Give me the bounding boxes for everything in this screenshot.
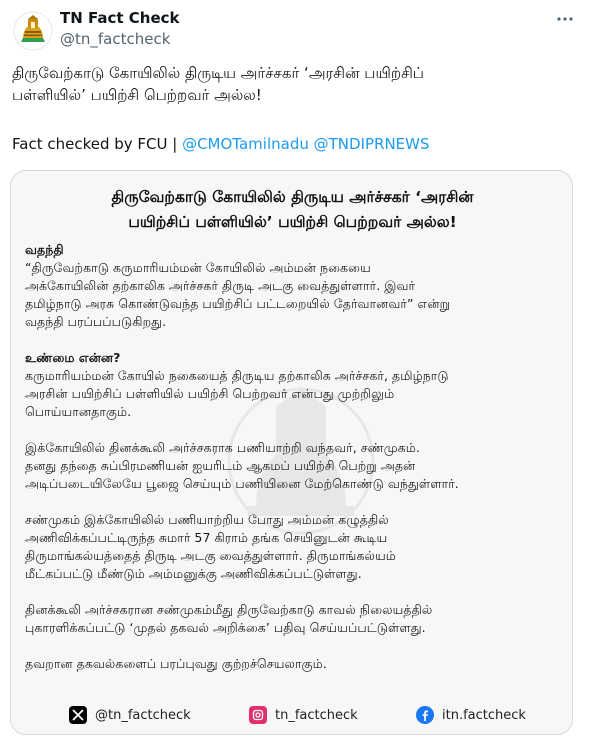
x-handle-link[interactable] bbox=[69, 706, 191, 724]
truth-line: இக்கோயிலில் தினக்கூலி அர்ச்சகராக பணியாற்றி வந்தவர், சண்முகம். bbox=[25, 440, 420, 455]
truth-line: சண்முகம் இக்கோயிலில் பணியாற்றிய போது அம்மன் கழுத்தில் bbox=[25, 512, 389, 527]
truth-line: தினக்கூலி அர்ச்சகரான சண்முகம்மீது திருவேற்காடு காவல் நிலையத்தில் bbox=[25, 602, 433, 617]
fact-check-prefix: Fact checked by FCU | bbox=[12, 135, 183, 153]
author-name[interactable]: TN Fact Check bbox=[60, 9, 180, 27]
card-title bbox=[11, 185, 573, 235]
truth-line: அரசின் பயிற்சிப் பள்ளியில் பயிற்சி பெற்றவர் என்பது முற்றிலும் bbox=[25, 386, 395, 401]
truth-line: பொய்யானதாகும். bbox=[25, 404, 132, 419]
truth-line: அணிவிக்கப்பட்டிருந்த சுமார் 57 கிராம் தங்க செயினுடன் கூடிய bbox=[25, 530, 388, 545]
x-handle: @tn_factcheck bbox=[95, 707, 191, 723]
facebook-icon bbox=[416, 706, 434, 724]
truth-line: கருமாரியம்மன் கோயில் நகையைத் திருடிய தற்காலிக அர்ச்சகர், தமிழ்நாடு bbox=[25, 368, 449, 383]
post-text-line: திருவேற்காடு கோயிலில் திருடிய அர்ச்சகர் ‘அரசின் பயிற்சிப் bbox=[12, 64, 424, 82]
instagram-handle: tn_factcheck bbox=[275, 707, 358, 723]
post-header bbox=[0, 0, 600, 60]
card-footer bbox=[11, 698, 573, 734]
truth-heading: உண்மை என்ன? bbox=[25, 350, 121, 365]
truth-line: திருமாங்கல்யத்தைத் திருடி அடகு வைத்துள்ளார். திருமாங்கல்யம் bbox=[25, 548, 396, 563]
x-logo-icon bbox=[69, 706, 87, 724]
card-title-line: பயிற்சிப் பள்ளியில்’ பயிற்சி பெற்றவர் அல்ல! bbox=[128, 213, 457, 231]
instagram-icon bbox=[249, 706, 267, 724]
rumor-line: தமிழ்நாடு அரசு கொண்டுவந்த பயிற்சிப் பட்டறையில் தேர்வானவர்” என்று bbox=[25, 296, 451, 311]
more-options-icon bbox=[556, 10, 574, 28]
rumor-line: அக்கோயிலின் தற்காலிக அர்ச்சகர் திருடி அடகு வைத்துள்ளார். இவர் bbox=[25, 278, 416, 293]
truth-line: தனது தந்தை சுப்பிரமணியன் ஐயரிடம் ஆகமப் பயிற்சி பெற்று அதன் bbox=[25, 458, 416, 473]
post-text bbox=[12, 62, 592, 106]
truth-line: புகாரளிக்கப்பட்டு ‘முதல் தகவல் அறிக்கை’ பதிவு செய்யப்பட்டுள்ளது. bbox=[25, 620, 426, 635]
avatar[interactable] bbox=[13, 11, 53, 51]
facebook-handle: itn.factcheck bbox=[442, 707, 526, 723]
rumor-line: வதந்தி பரப்பப்படுகிறது. bbox=[25, 314, 167, 329]
instagram-handle-link[interactable] bbox=[249, 706, 358, 724]
mention-link[interactable]: @CMOTamilnadu bbox=[182, 135, 309, 153]
more-options-button[interactable] bbox=[550, 4, 580, 34]
tn-emblem-icon bbox=[13, 11, 53, 51]
card-title-line: திருவேற்காடு கோயிலில் திருடிய அர்ச்சகர் ‘அரசின் bbox=[111, 188, 474, 206]
card-body bbox=[25, 241, 565, 673]
media-card[interactable] bbox=[10, 170, 573, 735]
author-handle[interactable]: @tn_factcheck bbox=[60, 30, 171, 48]
post-text-line: பள்ளியில்’ பயிற்சி பெற்றவர் அல்ல! bbox=[12, 86, 262, 104]
truth-line: அடிப்படையிலேயே பூஜை செய்யும் பணியினை மேற்கொண்டு வந்துள்ளார். bbox=[25, 476, 459, 491]
truth-line: தவறான தகவல்களைப் பரப்புவது குற்றச்செயலாகும். bbox=[25, 656, 327, 671]
fact-check-line bbox=[12, 134, 430, 154]
rumor-line: “திருவேற்காடு கருமாரியம்மன் கோயிலில் அம்மன் நகையை bbox=[25, 260, 371, 275]
truth-line: மீட்கப்பட்டு மீண்டும் அம்மனுக்கு அணிவிக்கப்பட்டுள்ளது. bbox=[25, 566, 362, 581]
facebook-handle-link[interactable] bbox=[416, 706, 526, 724]
rumor-heading: வதந்தி bbox=[25, 242, 64, 257]
mention-link[interactable]: @TNDIPRNEWS bbox=[313, 135, 430, 153]
